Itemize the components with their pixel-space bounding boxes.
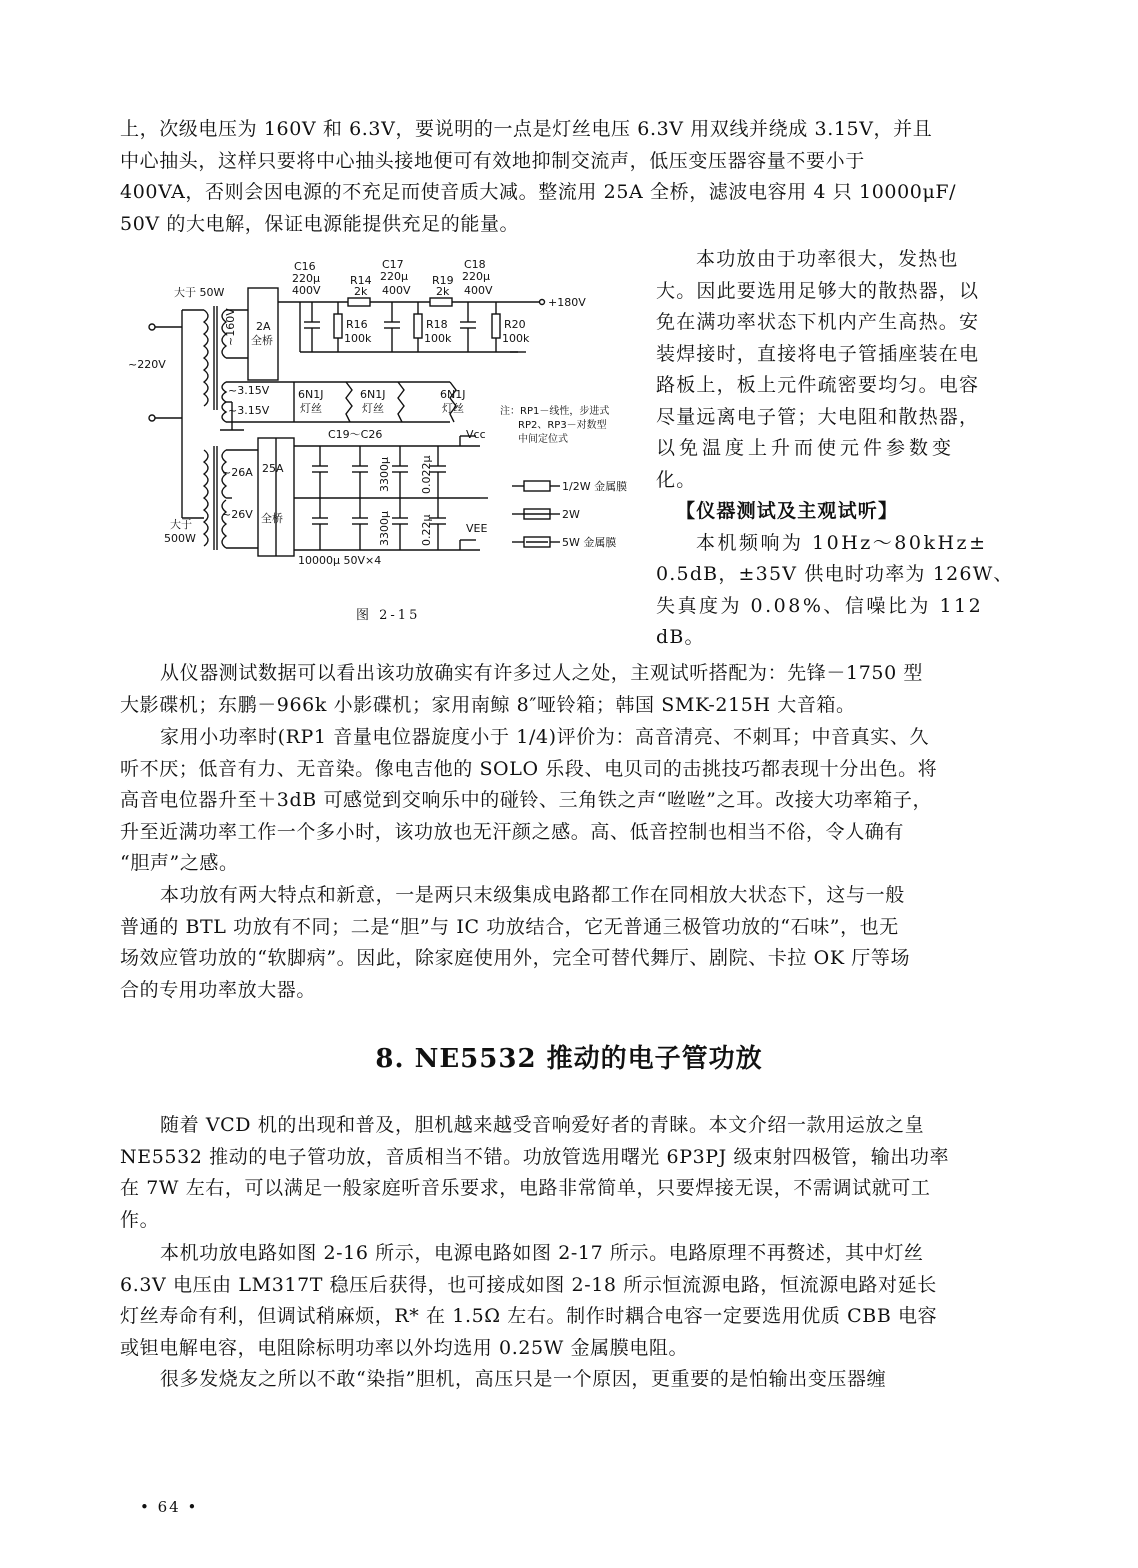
label-filament2: ~3.15V — [228, 404, 270, 417]
label-cap-3300-bottom: 3300μ — [378, 511, 391, 546]
label-r19: R19 — [432, 274, 454, 287]
text-line: 场效应管功放的“软脚病”。因此，除家庭使用外，完全可替代舞厅、剧院、卡拉 OK 厅等场 — [120, 947, 911, 969]
section-title: 8. NE5532 推动的电子管功放 — [375, 1044, 763, 1074]
label-transformer2-rating-a: 大于 — [170, 518, 192, 531]
label-output-voltage: +180V — [548, 296, 586, 309]
label-tube1: 6N1J — [298, 388, 324, 401]
circuit-diagram-figure — [120, 250, 650, 620]
label-mains: ~220V — [128, 358, 166, 371]
text-line: 本机频响为 10Hz～80kHz± — [696, 531, 988, 554]
legend-2w: 2W — [562, 508, 580, 521]
label-c16: C16 — [294, 260, 316, 273]
paragraph-listening-setup — [120, 658, 996, 721]
label-bridge1-type: 全桥 — [251, 334, 273, 347]
text-line: 本功放有两大特点和新意，一是两只末级集成电路都工作在同相放大状态下，这与一般 — [160, 884, 905, 906]
text-line: 400VA，否则会因电源的不充足而使音质大减。整流用 25A 全桥，滤波电容用 4 只 10000μF/ — [120, 181, 957, 203]
note-rp2-rp3: RP2、RP3－对数型 — [518, 420, 607, 431]
text-line: 大。因此要选用足够大的散热器，以 — [656, 279, 980, 302]
label-transformer2-rating-b: 500W — [164, 532, 196, 545]
text-line: 装焊接时，直接将电子管插座装在电 — [656, 342, 980, 365]
label-r18-value: 100k — [424, 332, 452, 345]
text-line: NE5532 推动的电子管功放，音质相当不错。功放管选用曙光 6P3PJ 级束射四极管，输出功率 — [120, 1145, 950, 1168]
label-tube2-heater: 灯丝 — [362, 402, 384, 415]
text-line: 大影碟机；东鹏－966k 小影碟机；家用南鲸 8″哑铃箱；韩国 SMK-215H 大音箱。 — [120, 693, 856, 716]
label-cap-022: 0.22μ — [420, 514, 433, 546]
text-line: 6.3V 电压由 LM317T 稳压后获得，也可接成如图 2-18 所示恒流源电路，恒流源电路对延长 — [120, 1273, 937, 1296]
label-c17: C17 — [382, 258, 404, 271]
label-cap-3300-top: 3300μ — [378, 457, 391, 492]
label-vcc: Vcc — [466, 428, 486, 441]
label-tube3: 6N1J — [440, 388, 466, 401]
text-line: 合的专用功率放大器。 — [120, 978, 317, 1001]
text-line: 0.5dB，±35V 供电时功率为 126W、 — [656, 563, 1014, 585]
section-subheading: 【仪器测试及主观试听】 — [676, 500, 899, 522]
label-r19-value: 2k — [436, 285, 450, 298]
text-line: 作。 — [120, 1208, 160, 1231]
label-c18-voltage: 400V — [464, 284, 493, 297]
text-line: 免在满功率状态下机内产生高热。安 — [656, 311, 980, 333]
label-r20-value: 100k — [502, 332, 530, 345]
label-bridge1-rating: 2A — [256, 320, 271, 333]
text-line: 从仪器测试数据可以看出该功放确实有许多过人之处，主观试听搭配为：先锋－1750 型 — [160, 662, 923, 684]
text-line: dB。 — [656, 626, 705, 648]
text-line: “胆声”之感。 — [120, 852, 239, 874]
label-r16: R16 — [346, 318, 368, 331]
paragraph-circuit-description — [120, 1238, 996, 1364]
label-c16-value: 220μ — [292, 272, 320, 285]
legend-5w: 5W 金属膜 — [562, 536, 617, 549]
text-line: 以免温度上升而使元件参数变 — [656, 437, 956, 459]
label-tube1-heater: 灯丝 — [300, 402, 322, 415]
text-line: 听不厌；低音有力、无音染。像电吉他的 SOLO 乐段、电贝司的击挑技巧都表现十分出色。将 — [120, 757, 938, 780]
text-line: 路板上，板上元件疏密要均匀。电容 — [656, 374, 980, 396]
label-r20: R20 — [504, 318, 526, 331]
label-r14: R14 — [350, 274, 372, 287]
label-c18-value: 220μ — [462, 270, 490, 283]
label-filament1: ~3.15V — [228, 384, 270, 397]
text-line: 普通的 BTL 功放有不同；二是“胆”与 IC 功放结合，它无普通三极管功放的“石味”，也无 — [120, 915, 899, 938]
legend-half-watt: 1/2W 金属膜 — [562, 480, 628, 493]
page-number: • 64 • — [140, 1498, 199, 1516]
paragraph-power-supply — [120, 114, 996, 240]
text-line: 在 7W 左右，可以满足一般家庭听音乐要求，电路非常简单，只要焊接无误，不需调试就可工 — [120, 1177, 931, 1199]
label-transformer1-rating: 大于 50W — [174, 286, 225, 299]
label-secondary-26v: ~26V — [222, 508, 253, 521]
label-secondary-160v: ~160V — [224, 308, 237, 346]
paragraph-transformer — [120, 1364, 996, 1396]
note-center-detent: 中间定位式 — [518, 434, 568, 445]
label-c19-c26: C19～C26 — [328, 428, 383, 441]
paragraph-introduction — [120, 1110, 996, 1236]
text-line: 升至近满功率工作一个多小时，该功放也无汗颜之感。高、低音控制也相当不俗，令人确有 — [120, 820, 905, 843]
label-c16-voltage: 400V — [292, 284, 321, 297]
label-vee: VEE — [466, 522, 488, 535]
label-bridge2-rating: 25A — [262, 462, 284, 475]
text-line: 本机功放电路如图 2-16 所示，电源电路如图 2-17 所示。电路原理不再赘述，其中灯丝 — [160, 1242, 924, 1264]
label-secondary-26a: ~26A — [222, 466, 253, 479]
text-line: 化。 — [656, 468, 697, 491]
text-line: 失真度为 0.08%、信噪比为 112 — [656, 594, 984, 617]
paragraph-evaluation — [120, 722, 996, 880]
paragraph-features — [120, 880, 996, 1006]
text-line: 或钽电解电容，电阻除标明功率以外均选用 0.25W 金属膜电阻。 — [120, 1336, 689, 1359]
label-r16-value: 100k — [344, 332, 372, 345]
text-line: 上，次级电压为 160V 和 6.3V，要说明的一点是灯丝电压 6.3V 用双线并绕成 3.15V，并且 — [120, 118, 933, 140]
figure-caption: 图 2-15 — [356, 608, 421, 623]
text-line: 高音电位器升至＋3dB 可感觉到交响乐中的碰铃、三角铁之声“咝咝”之耳。改接大功率箱子， — [120, 789, 933, 811]
label-r14-value: 2k — [354, 285, 368, 298]
text-line: 尽量远离电子管；大电阻和散热器， — [656, 405, 980, 428]
label-main-capacitors: 10000μ 50V×4 — [298, 554, 382, 567]
label-c17-voltage: 400V — [382, 284, 411, 297]
text-line: 中心抽头，这样只要将中心抽头接地便可有效地抑制交流声，低压变压器容量不要小于 — [120, 149, 865, 172]
text-line: 家用小功率时(RP1 音量电位器旋度小于 1/4)评价为：高音清亮、不刺耳；中音真实、久 — [160, 726, 930, 748]
text-line: 随着 VCD 机的出现和普及，胆机越来越受音响爱好者的青睐。本文介绍一款用运放之皇 — [160, 1114, 925, 1136]
label-bridge2-type: 全桥 — [261, 512, 283, 525]
label-tube3-heater: 灯丝 — [442, 402, 464, 415]
text-line: 灯丝寿命有利，但调试稍麻烦，R* 在 1.5Ω 左右。制作时耦合电容一定要选用优质 CBB 电容 — [120, 1305, 938, 1327]
label-r18: R18 — [426, 318, 448, 331]
text-line: 50V 的大电解，保证电源能提供充足的能量。 — [120, 212, 520, 235]
side-column-heat — [656, 244, 1014, 654]
text-line: 很多发烧友之所以不敢“染指”胆机，高压只是一个原因，更重要的是怕输出变压器缠 — [160, 1368, 887, 1390]
label-c18: C18 — [464, 258, 486, 271]
text-line: 本功放由于功率很大，发热也 — [696, 248, 959, 270]
label-c17-value: 220μ — [380, 270, 408, 283]
label-tube2: 6N1J — [360, 388, 386, 401]
note-rp1: 注：RP1－线性，步进式 — [500, 406, 610, 417]
label-cap-0022: 0.022μ — [420, 455, 433, 494]
